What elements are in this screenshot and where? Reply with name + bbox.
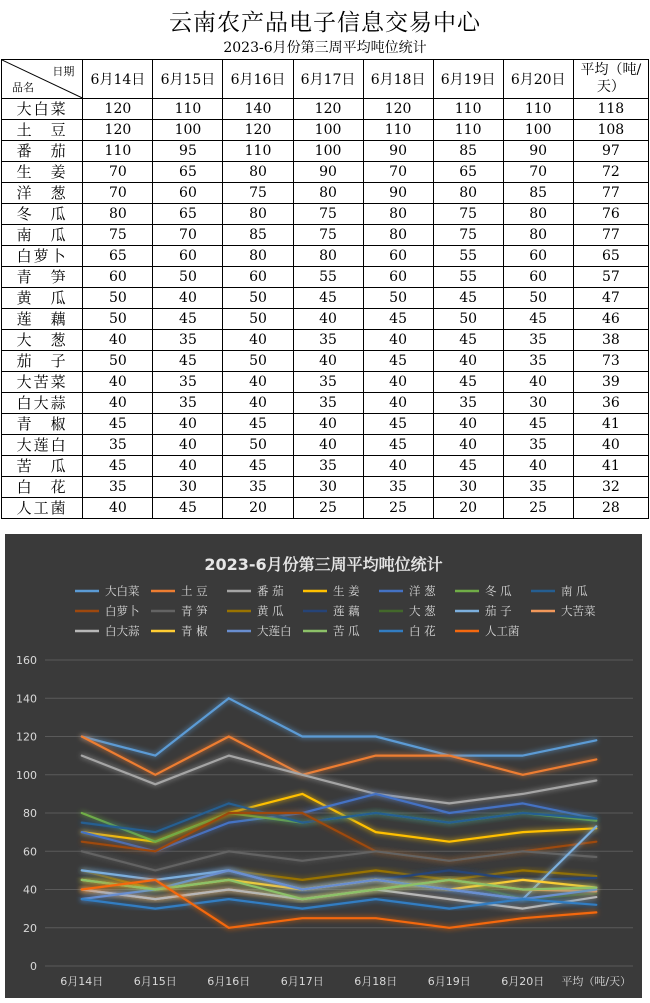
tonnage-cell: 45: [223, 456, 293, 477]
table-row: [2, 288, 649, 309]
average-cell: 72: [573, 162, 648, 183]
tonnage-cell: 35: [83, 435, 153, 456]
series-line-9: [82, 851, 597, 870]
tonnage-cell: 40: [83, 498, 153, 519]
tonnage-cell: 40: [223, 372, 293, 393]
tonnage-cell: 45: [503, 309, 573, 330]
tonnage-cell: 50: [153, 267, 223, 288]
tonnage-cell: 90: [363, 183, 433, 204]
tonnage-cell: 20: [433, 498, 503, 519]
tonnage-cell: 30: [503, 393, 573, 414]
tonnage-cell: 120: [83, 120, 153, 141]
legend-label: 白萝卜: [105, 604, 140, 618]
page-subtitle: 2023-6月份第三周平均吨位统计: [223, 40, 427, 56]
tonnage-cell: 110: [503, 99, 573, 120]
tonnage-cell: 40: [223, 393, 293, 414]
tonnage-cell: 35: [293, 330, 363, 351]
tonnage-cell: 45: [433, 456, 503, 477]
tonnage-cell: 45: [503, 414, 573, 435]
y-tick-label: 40: [23, 883, 37, 897]
tonnage-cell: 35: [153, 330, 223, 351]
x-tick-label: 6月18日: [354, 975, 398, 988]
tonnage-cell: 70: [83, 162, 153, 183]
tonnage-cell: 80: [223, 162, 293, 183]
table-row: [2, 183, 649, 204]
tonnage-cell: 50: [223, 309, 293, 330]
tonnage-cell: 90: [503, 141, 573, 162]
table-row: [2, 225, 649, 246]
tonnage-cell: 120: [293, 99, 363, 120]
table-row: [2, 351, 649, 372]
tonnage-cell: 35: [293, 393, 363, 414]
tonnage-cell: 40: [223, 330, 293, 351]
tonnage-cell: 45: [363, 435, 433, 456]
legend-label: 生 姜: [333, 584, 360, 598]
tonnage-cell: 45: [83, 414, 153, 435]
product-name-cell: 青 笋: [2, 267, 83, 288]
product-name-cell: 青 椒: [2, 414, 83, 435]
tonnage-cell: 80: [223, 204, 293, 225]
tonnage-cell: 110: [433, 99, 503, 120]
tonnage-cell: 45: [83, 456, 153, 477]
tonnage-cell: 40: [153, 288, 223, 309]
x-tick-label: 6月20日: [501, 975, 545, 988]
tonnage-cell: 40: [433, 351, 503, 372]
tonnage-cell: 85: [503, 183, 573, 204]
legend-label: 番 茄: [257, 584, 284, 598]
average-cell: 73: [573, 351, 648, 372]
legend-label: 大 葱: [409, 604, 436, 618]
tonnage-cell: 65: [153, 162, 223, 183]
series-line-1: [82, 698, 597, 755]
tonnage-cell: 35: [153, 372, 223, 393]
tonnage-cell: 110: [223, 141, 293, 162]
y-tick-label: 20: [23, 921, 37, 935]
average-cell: 77: [573, 183, 648, 204]
tonnage-cell: 50: [223, 435, 293, 456]
tonnage-cell: 45: [153, 309, 223, 330]
tonnage-cell: 40: [363, 372, 433, 393]
product-name-cell: 苦 瓜: [2, 456, 83, 477]
tonnage-cell: 45: [293, 288, 363, 309]
product-name-cell: 大莲白: [2, 435, 83, 456]
y-tick-label: 120: [16, 730, 37, 744]
tonnage-cell: 60: [153, 183, 223, 204]
legend-label: 南 瓜: [561, 584, 588, 598]
average-cell: 76: [573, 204, 648, 225]
average-cell: 38: [573, 330, 648, 351]
legend-label: 人工菌: [485, 624, 520, 638]
tonnage-cell: 45: [363, 414, 433, 435]
tonnage-cell: 40: [503, 456, 573, 477]
average-cell: 97: [573, 141, 648, 162]
tonnage-cell: 40: [433, 414, 503, 435]
tonnage-cell: 60: [503, 267, 573, 288]
product-name-cell: 白大蒜: [2, 393, 83, 414]
average-cell: 77: [573, 225, 648, 246]
series-line-8: [82, 813, 597, 861]
tonnage-cell: 85: [223, 225, 293, 246]
tonnage-cell: 45: [363, 351, 433, 372]
tonnage-cell: 50: [83, 288, 153, 309]
tonnage-cell: 110: [433, 120, 503, 141]
average-cell: 40: [573, 435, 648, 456]
average-cell: 36: [573, 393, 648, 414]
tonnage-cell: 45: [433, 330, 503, 351]
tonnage-cell: 45: [153, 351, 223, 372]
tonnage-cell: 45: [433, 372, 503, 393]
tonnage-cell: 75: [433, 204, 503, 225]
tonnage-cell: 35: [433, 393, 503, 414]
table-row: [2, 309, 649, 330]
table-row: [2, 162, 649, 183]
chart-title: 2023-6月份第三周平均吨位统计: [204, 555, 443, 574]
tonnage-cell: 100: [293, 141, 363, 162]
tonnage-cell: 25: [363, 498, 433, 519]
table-row: [2, 435, 649, 456]
average-cell: 46: [573, 309, 648, 330]
tonnage-cell: 40: [293, 414, 363, 435]
tonnage-cell: 35: [223, 477, 293, 498]
tonnage-cell: 80: [363, 204, 433, 225]
tonnage-cell: 40: [83, 372, 153, 393]
column-header: 6月14日: [83, 60, 153, 99]
legend-label: 茄 子: [485, 604, 512, 618]
tonnage-cell: 45: [153, 498, 223, 519]
tonnage-cell: 95: [153, 141, 223, 162]
tonnage-cell: 40: [83, 330, 153, 351]
series-line-7: [82, 803, 597, 832]
corner-cell: [2, 60, 83, 99]
legend-label: 莲 藕: [333, 604, 360, 618]
table-row: [2, 414, 649, 435]
x-tick-label: 6月14日: [60, 975, 104, 988]
legend-label: 大白菜: [105, 584, 140, 598]
average-cell: 108: [573, 120, 648, 141]
tonnage-cell: 35: [363, 477, 433, 498]
product-name-cell: 白萝卜: [2, 246, 83, 267]
y-tick-label: 80: [23, 807, 37, 820]
tonnage-cell: 75: [293, 225, 363, 246]
legend-label: 青 椒: [181, 624, 208, 638]
tonnage-cell: 100: [293, 120, 363, 141]
tonnage-cell: 100: [153, 120, 223, 141]
table-row: [2, 498, 649, 519]
tonnage-cell: 50: [363, 288, 433, 309]
tonnage-cell: 55: [433, 246, 503, 267]
average-cell: 39: [573, 372, 648, 393]
tonnage-cell: 30: [433, 477, 503, 498]
table-row: [2, 393, 649, 414]
tonnage-cell: 80: [503, 204, 573, 225]
tonnage-cell: 90: [363, 141, 433, 162]
tonnage-cell: 40: [153, 435, 223, 456]
page-title: 云南农产品电子信息交易中心: [169, 10, 481, 36]
legend-label: 白 花: [409, 624, 436, 638]
tonnage-cell: 35: [83, 477, 153, 498]
tonnage-cell: 55: [433, 267, 503, 288]
tonnage-cell: 50: [83, 309, 153, 330]
tonnage-cell: 80: [503, 225, 573, 246]
corner-date-label: 日期: [52, 65, 75, 78]
tonnage-cell: 65: [83, 246, 153, 267]
tonnage-cell: 35: [153, 393, 223, 414]
tonnage-cell: 40: [153, 414, 223, 435]
tonnage-cell: 25: [293, 498, 363, 519]
table-row: [2, 99, 649, 120]
column-header: 6月19日: [433, 60, 503, 99]
tonnage-cell: 50: [433, 309, 503, 330]
tonnage-cell: 70: [503, 162, 573, 183]
tonnage-cell: 35: [293, 456, 363, 477]
tonnage-cell: 60: [83, 267, 153, 288]
tonnage-cell: 60: [503, 246, 573, 267]
legend-label: 土 豆: [181, 584, 208, 598]
tonnage-cell: 70: [83, 183, 153, 204]
tonnage-cell: 35: [503, 351, 573, 372]
legend-label: 冬 瓜: [485, 584, 512, 598]
average-cell: 32: [573, 477, 648, 498]
average-cell: 41: [573, 414, 648, 435]
average-cell: 28: [573, 498, 648, 519]
tonnage-cell: 45: [363, 309, 433, 330]
tonnage-cell: 50: [503, 288, 573, 309]
product-name-cell: 茄 子: [2, 351, 83, 372]
product-name-cell: 南 瓜: [2, 225, 83, 246]
legend-label: 大莲白: [257, 624, 292, 638]
tonnage-cell: 80: [293, 246, 363, 267]
tonnage-cell: 80: [223, 246, 293, 267]
tonnage-cell: 40: [433, 435, 503, 456]
product-name-cell: 大 葱: [2, 330, 83, 351]
tonnage-cell: 35: [503, 435, 573, 456]
tonnage-cell: 60: [363, 267, 433, 288]
average-cell: 47: [573, 288, 648, 309]
table-row: [2, 120, 649, 141]
tonnage-cell: 90: [293, 162, 363, 183]
tonnage-cell: 85: [433, 141, 503, 162]
chart-canvas: [5, 534, 642, 998]
tonnage-cell: 75: [223, 183, 293, 204]
tonnage-cell: 50: [223, 351, 293, 372]
tonnage-cell: 70: [153, 225, 223, 246]
product-name-cell: 黄 瓜: [2, 288, 83, 309]
y-tick-label: 160: [16, 654, 37, 667]
legend-label: 洋 葱: [409, 584, 436, 598]
product-name-cell: 大白菜: [2, 99, 83, 120]
tonnage-cell: 80: [293, 183, 363, 204]
x-tick-label: 6月16日: [207, 975, 251, 988]
legend-label: 黄 瓜: [257, 604, 284, 618]
tonnage-cell: 120: [223, 120, 293, 141]
tonnage-cell: 110: [83, 141, 153, 162]
x-tick-label: 平均（吨/天）: [561, 975, 632, 988]
tonnage-table: [1, 59, 649, 519]
tonnage-cell: 110: [363, 120, 433, 141]
table-row: [2, 372, 649, 393]
y-tick-label: 60: [23, 845, 37, 859]
tonnage-cell: 50: [223, 288, 293, 309]
tonnage-cell: 40: [363, 393, 433, 414]
x-tick-label: 6月17日: [280, 975, 324, 988]
product-name-cell: 白 花: [2, 477, 83, 498]
line-chart: [5, 534, 642, 998]
column-header-average: 平均（吨/天）: [573, 60, 648, 99]
column-header: 6月18日: [363, 60, 433, 99]
tonnage-cell: 45: [433, 288, 503, 309]
tonnage-cell: 35: [503, 477, 573, 498]
tonnage-cell: 55: [293, 267, 363, 288]
x-tick-label: 6月19日: [427, 975, 471, 988]
table-row: [2, 477, 649, 498]
tonnage-cell: 25: [503, 498, 573, 519]
table-row: [2, 267, 649, 288]
tonnage-cell: 60: [363, 246, 433, 267]
x-tick-label: 6月15日: [133, 975, 177, 988]
column-header: 6月16日: [223, 60, 293, 99]
series-line-3: [82, 756, 597, 804]
legend-label: 大苦菜: [561, 604, 596, 618]
table-row: [2, 456, 649, 477]
tonnage-cell: 40: [153, 456, 223, 477]
tonnage-cell: 120: [363, 99, 433, 120]
legend-label: 青 笋: [181, 604, 208, 618]
table-row: [2, 141, 649, 162]
tonnage-cell: 80: [363, 225, 433, 246]
average-cell: 57: [573, 267, 648, 288]
tonnage-cell: 40: [293, 351, 363, 372]
tonnage-cell: 40: [363, 456, 433, 477]
tonnage-cell: 50: [83, 351, 153, 372]
corner-name-label: 品名: [12, 81, 34, 94]
tonnage-cell: 40: [363, 330, 433, 351]
series-line-5: [82, 794, 597, 851]
y-tick-label: 140: [16, 692, 37, 706]
tonnage-cell: 35: [293, 372, 363, 393]
average-cell: 65: [573, 246, 648, 267]
tonnage-cell: 65: [433, 162, 503, 183]
tonnage-cell: 110: [153, 99, 223, 120]
product-name-cell: 土 豆: [2, 120, 83, 141]
legend-label: 白大蒜: [105, 624, 140, 638]
tonnage-cell: 40: [293, 435, 363, 456]
y-tick-label: 0: [30, 960, 37, 973]
legend-label: 苦 瓜: [333, 624, 360, 638]
tonnage-cell: 140: [223, 99, 293, 120]
tonnage-cell: 60: [223, 267, 293, 288]
table-row: [2, 330, 649, 351]
table-header-row: [2, 60, 649, 99]
average-cell: 41: [573, 456, 648, 477]
tonnage-cell: 30: [153, 477, 223, 498]
tonnage-cell: 60: [153, 246, 223, 267]
column-header: 6月20日: [503, 60, 573, 99]
average-cell: 118: [573, 99, 648, 120]
product-name-cell: 大苦菜: [2, 372, 83, 393]
y-tick-label: 100: [16, 768, 37, 782]
table-row: [2, 204, 649, 225]
tonnage-cell: 65: [153, 204, 223, 225]
tonnage-cell: 40: [503, 372, 573, 393]
tonnage-cell: 20: [223, 498, 293, 519]
tonnage-cell: 40: [83, 393, 153, 414]
tonnage-cell: 75: [293, 204, 363, 225]
product-name-cell: 莲 藕: [2, 309, 83, 330]
tonnage-cell: 75: [83, 225, 153, 246]
product-name-cell: 生 姜: [2, 162, 83, 183]
table-row: [2, 246, 649, 267]
tonnage-cell: 75: [433, 225, 503, 246]
tonnage-cell: 120: [83, 99, 153, 120]
tonnage-cell: 70: [363, 162, 433, 183]
tonnage-cell: 40: [293, 309, 363, 330]
table-body: [2, 99, 649, 519]
product-name-cell: 冬 瓜: [2, 204, 83, 225]
column-header: 6月17日: [293, 60, 363, 99]
tonnage-cell: 100: [503, 120, 573, 141]
tonnage-cell: 80: [433, 183, 503, 204]
product-name-cell: 番 茄: [2, 141, 83, 162]
tonnage-cell: 80: [83, 204, 153, 225]
tonnage-cell: 35: [503, 330, 573, 351]
tonnage-cell: 30: [293, 477, 363, 498]
tonnage-cell: 45: [223, 414, 293, 435]
column-header: 6月15日: [153, 60, 223, 99]
product-name-cell: 人工菌: [2, 498, 83, 519]
product-name-cell: 洋 葱: [2, 183, 83, 204]
